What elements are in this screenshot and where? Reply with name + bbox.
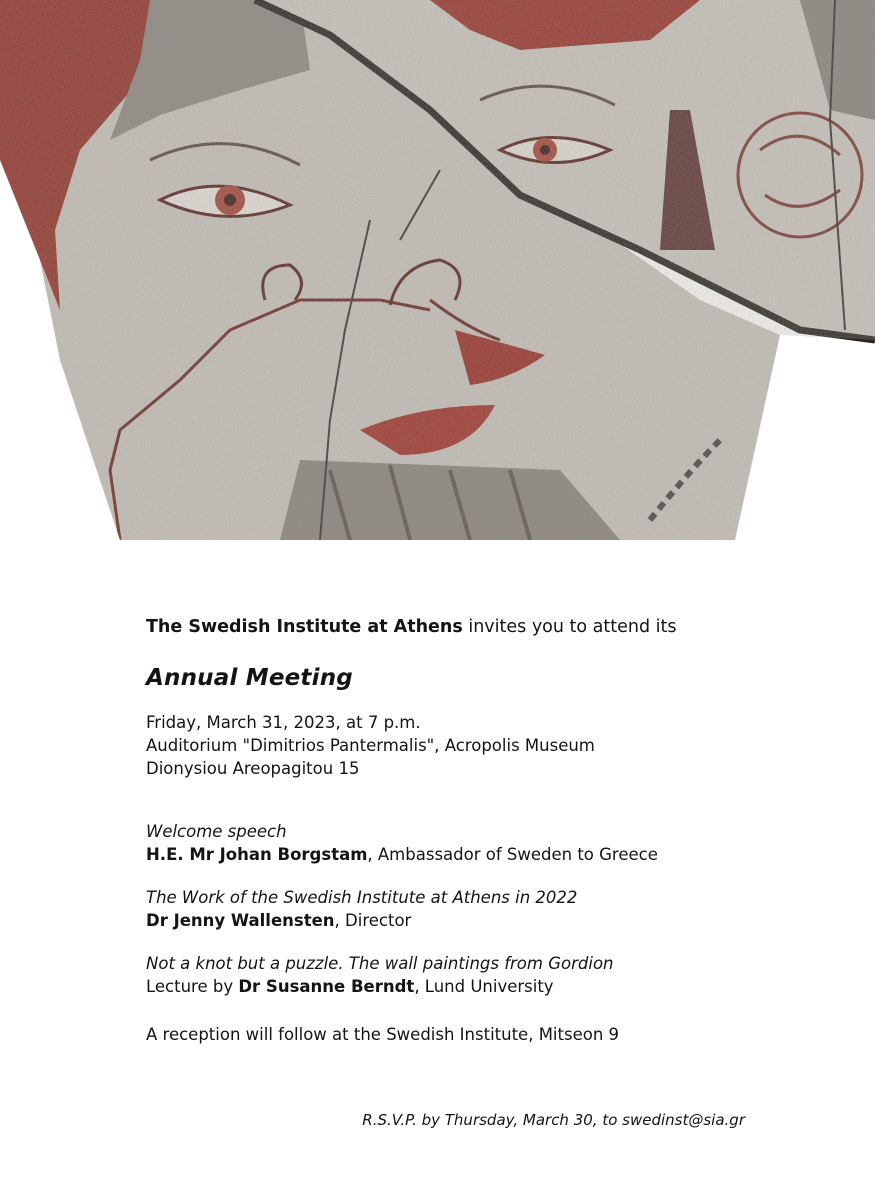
event-address: Dionysiou Areopagitou 15 [146, 759, 360, 778]
program-title-3: Not a knot but a puzzle. The wall paintings from Gordion [146, 954, 614, 973]
event-venue: Auditorium "Dimitrios Pantermalis", Acropolis Museum [146, 736, 595, 755]
program-title-2: The Work of the Swedish Institute at Athens in 2022 [146, 888, 578, 907]
intro-line [146, 617, 677, 637]
program-speaker-line-2 [146, 910, 411, 932]
speaker-affiliation: , Ambassador of Sweden to Greece [367, 845, 658, 864]
speaker-affiliation: , Director [334, 911, 412, 930]
program-speaker-line-1 [146, 844, 658, 866]
institute-name: The Swedish Institute at Athens [146, 617, 463, 637]
speaker-name: Dr Susanne Berndt [238, 977, 415, 996]
program-title-1: Welcome speech [146, 822, 287, 841]
program-speaker-line-3 [146, 976, 554, 998]
rsvp-line: R.S.V.P. by Thursday, March 30, to swedinst@sia.gr [362, 1111, 745, 1129]
speaker-affiliation: , Lund University [414, 977, 554, 996]
event-date: Friday, March 31, 2023, at 7 p.m. [146, 713, 421, 732]
speaker-name: H.E. Mr Johan Borgstam [146, 845, 368, 864]
speaker-prefix: Lecture by [146, 977, 239, 996]
speaker-name: Dr Jenny Wallensten [146, 911, 335, 930]
intro-rest: invites you to attend its [462, 617, 677, 637]
event-title: Annual Meeting [146, 665, 353, 691]
reception-note: A reception will follow at the Swedish Institute, Mitseon 9 [146, 1025, 620, 1044]
fresco-fragment-image [0, 0, 875, 545]
